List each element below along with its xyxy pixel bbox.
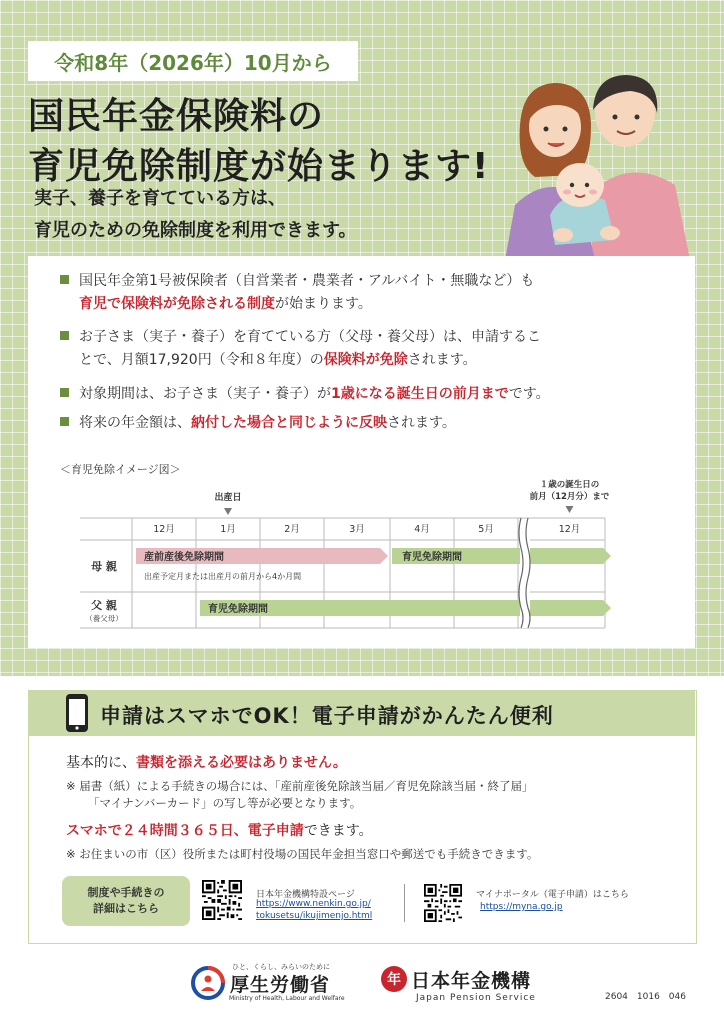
page-title-line1: 国民年金保険料の	[28, 96, 325, 137]
no-documents-highlight: 書類を添える必要はありません。	[136, 755, 347, 771]
bullet-1-line1: 国民年金第1号被保険者（自営業者・農業者・アルバイト・無職など）も	[79, 273, 535, 289]
row-label-father: 父 親	[91, 599, 117, 612]
bullet-square-icon	[60, 331, 69, 340]
nenkin-link-label: 日本年金機構特設ページ	[256, 890, 355, 900]
bullet-4-text: 将来の年金額は、	[79, 415, 191, 431]
nenkin-link-url-2[interactable]: tokusetsu/ikujimenjo.html	[256, 911, 373, 921]
month-label: 12月	[558, 524, 581, 535]
bullet-2-line1: お子さま（実子・養子）を育てている方（父母・養父母）は、申請するこ	[79, 329, 541, 345]
maternity-exemption-label: 産前産後免除期間	[144, 552, 224, 563]
no-documents-prefix: 基本的に、	[66, 755, 136, 771]
end-marker-label-line1: １歳の誕生日の	[539, 480, 600, 490]
jps-name: 日本年金機構	[411, 970, 532, 992]
bullet-2-line2: とで、月額17,920円（令和８年度）の	[79, 352, 324, 368]
end-marker-label-line2: 前月（12月分）まで	[529, 492, 610, 502]
bullet-item-2	[60, 326, 680, 372]
month-label: 3月	[349, 524, 365, 535]
bullet-4-highlight: 納付した場合と同じように反映	[191, 415, 387, 431]
mhlw-name: 厚生労働省	[230, 974, 331, 996]
bullet-4-rest: されます。	[387, 415, 456, 431]
mhlw-tagline: ひと、くらし、みらいのために	[232, 963, 330, 971]
document-code: 2604 1016 046	[605, 992, 686, 1002]
bullet-item-3	[60, 383, 680, 406]
nenkin-qr-code[interactable]	[202, 880, 242, 920]
bullet-square-icon	[60, 417, 69, 426]
smartphone-icon	[64, 692, 90, 734]
birth-marker-label: 出産日	[214, 493, 242, 503]
details-pill-line2: 詳細はこちら	[93, 902, 159, 915]
exemption-timeline-chart	[60, 478, 620, 638]
nenkin-link-url-1[interactable]: https://www.nenkin.go.jp/	[256, 899, 371, 909]
paper-note-line1: ※ 届書（紙）による手続きの場合には、「産前産後免除該当届／育児免除該当届・終了届」	[66, 779, 534, 793]
mhlw-logo-icon	[190, 965, 226, 1001]
jps-logo-icon: 年	[381, 966, 407, 992]
details-pill	[62, 876, 190, 926]
chart-title: ＜育児免除イメージ図＞	[60, 463, 181, 476]
mynaportal-qr-code[interactable]	[424, 884, 462, 922]
details-pill-line1: 制度や手続きの	[87, 886, 165, 899]
online-application-highlight: スマホで２４時間３６５日、電子申請	[66, 823, 304, 839]
page-title-line2: 育児免除制度が始まります!	[28, 146, 490, 187]
subtitle-line1: 実子、養子を育てている方は、	[34, 188, 286, 209]
application-heading: 申請はスマホでOK！電子申請がかんたん便利	[100, 704, 554, 728]
bullet-3-highlight: 1歳になる誕生日の前月まで	[331, 386, 509, 402]
bullet-1-highlight: 育児で保険料が免除される制度	[79, 296, 275, 312]
paper-note-line2: 「マイナンバーカード」の写し等が必要となります。	[88, 796, 362, 810]
bullet-item-1	[60, 270, 680, 316]
row-sublabel-father: （養父母）	[85, 614, 123, 623]
link-divider	[404, 884, 405, 922]
bullet-2-highlight: 保険料が免除	[323, 352, 408, 368]
bullet-2-rest: されます。	[407, 352, 477, 368]
row-label-mother: 母 親	[91, 560, 117, 573]
jps-english-name: Japan Pension Service	[416, 993, 536, 1003]
month-label: 1月	[220, 524, 236, 535]
father-childcare-exemption-label: 育児免除期間	[208, 604, 268, 615]
online-application-rest: できます。	[303, 823, 373, 839]
mother-childcare-exemption-label: 育児免除期間	[402, 552, 462, 563]
online-application-line	[66, 820, 373, 840]
birth-marker-arrow	[224, 508, 232, 515]
end-marker-arrow	[566, 506, 574, 513]
month-label: 5月	[478, 524, 494, 535]
office-note: ※ お住まいの市（区）役所または町村役場の国民年金担当窓口や郵送でも手続きできます。	[66, 847, 539, 861]
subtitle-line2: 育児のための免除制度を利用できます。	[34, 220, 357, 241]
maternity-exemption-note: 出産予定月または出産月の前月から4か月間	[144, 572, 302, 581]
bullet-3-rest: です。	[508, 386, 550, 402]
month-label: 4月	[414, 524, 430, 535]
bullet-square-icon	[60, 388, 69, 397]
month-label: 12月	[153, 524, 175, 535]
family-illustration	[505, 65, 690, 260]
mynaportal-link-url[interactable]: https://myna.go.jp	[480, 902, 563, 912]
month-label: 2月	[284, 524, 300, 535]
bullet-1-rest: が始まります。	[275, 296, 372, 312]
start-date-badge: 令和8年（2026年）10月から	[28, 41, 358, 81]
bullet-square-icon	[60, 275, 69, 284]
mynaportal-link-label: マイナポータル（電子申請）はこちら	[476, 890, 629, 900]
bullet-3-text: 対象期間は、お子さま（実子・養子）が	[79, 386, 331, 402]
no-documents-line	[66, 752, 347, 772]
mhlw-english-name: Ministry of Health, Labour and Welfare	[229, 995, 345, 1002]
bullet-item-4	[60, 412, 680, 435]
